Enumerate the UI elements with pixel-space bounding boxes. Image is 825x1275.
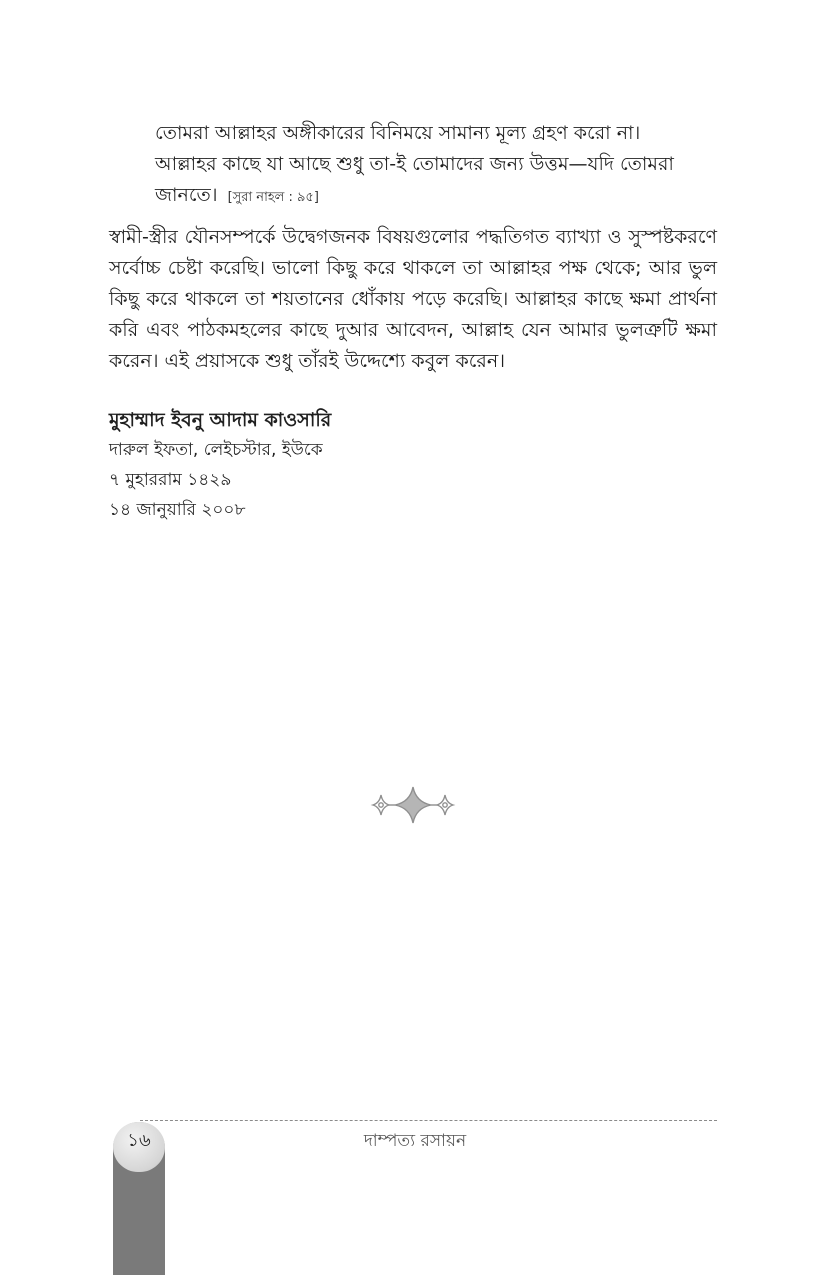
page-number: ১৬ (127, 1130, 151, 1151)
quranic-quote (155, 118, 685, 213)
section-ornament-icon (367, 783, 459, 827)
body-paragraph: স্বামী-স্ত্রীর যৌনসম্পর্কে উদ্বেগজনক বিষয়গুলোর পদ্ধতিগত ব্যাখ্যা ও সুস্পষ্টকরণে সর্বোচ্চ চেষ্টা করেছি। ভালো কিছু করে থাকলে তা আল্লাহর পক্ষ থেকে; আর ভুল কিছু করে থাকলে তা শয়তানের ধোঁকায় পড়ে করেছি। আল্লাহর কাছে ক্ষমা প্রার্থনা করি এবং পাঠকমহলের কাছে দুআর আবেদন, আল্লাহ যেন আমার ভুলত্রুটি ক্ষমা করেন। এই প্রয়াসকে শুধু তাঁরই উদ্দেশ্যে কবুল করেন। (109, 226, 717, 372)
hijri-date: ৭ মুহাররাম ১৪২৯ (109, 470, 232, 490)
running-title: দাম্পত্য রসায়ন (363, 1131, 467, 1151)
quote-reference: [সুরা নাহল : ৯৫] (227, 190, 319, 205)
signature-block (109, 405, 609, 525)
author-name: মুহাম্মাদ ইবনু আদাম কাওসারি (109, 409, 332, 431)
gregorian-date: ১৪ জানুয়ারি ২০০৮ (109, 500, 246, 520)
footer-rule (140, 1120, 717, 1121)
quote-text: তোমরা আল্লাহর অঙ্গীকারের বিনিময়ে সামান্য মূল্য গ্রহণ করো না। আল্লাহর কাছে যা আছে শুধু তা-ই তোমাদের জন্য উত্তম—যদি তোমরা জানতে। (155, 122, 674, 206)
author-place: দারুল ইফতা, লেইচস্টার, ইউকে (109, 440, 323, 460)
